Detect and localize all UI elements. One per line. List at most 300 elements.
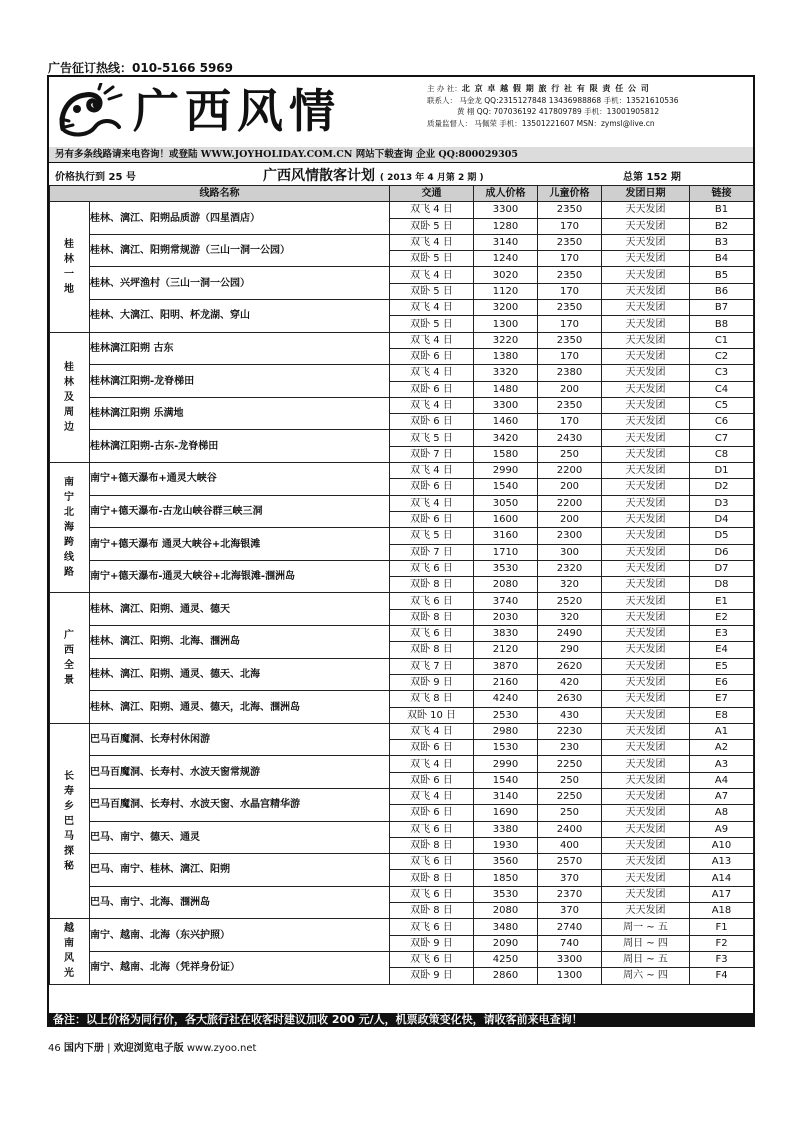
route-code-cell: B4: [690, 251, 754, 267]
transport-cell: 双飞 4 日: [390, 723, 474, 739]
depart-date-cell: 天天发团: [602, 740, 690, 756]
adult-price-cell: 4240: [474, 691, 538, 707]
col-code: 链接: [690, 186, 754, 202]
route-code-cell: B6: [690, 283, 754, 299]
adult-price-cell: 2990: [474, 756, 538, 772]
route-name: 南宁+德天瀑布-古龙山峡谷群三峡三洞: [90, 495, 390, 528]
route-code-cell: A10: [690, 837, 754, 853]
route-code-cell: B5: [690, 267, 754, 283]
child-price-cell: 200: [538, 511, 602, 527]
child-price-cell: 2350: [538, 332, 602, 348]
footer-slogan: 欢迎浏览电子版: [113, 1043, 184, 1054]
child-price-cell: 2380: [538, 365, 602, 381]
table-row: [50, 593, 754, 609]
adult-price-cell: 3320: [474, 365, 538, 381]
transport-cell: 双卧 8 日: [390, 903, 474, 919]
route-code-cell: F2: [690, 935, 754, 951]
sponsor-contact-2: 黄 栩 QQ: 707036192 417809789 手机：13001905812: [457, 107, 660, 116]
adult-price-cell: 3220: [474, 332, 538, 348]
sponsor-org: 北 京 卓 越 假 期 旅 行 社 有 限 责 任 公 司: [461, 84, 650, 93]
adult-price-cell: 1300: [474, 316, 538, 332]
route-code-cell: A8: [690, 805, 754, 821]
route-code-cell: A18: [690, 903, 754, 919]
table-row: [50, 886, 754, 902]
depart-date-cell: 天天发团: [602, 821, 690, 837]
table-row: [50, 332, 754, 348]
region-label: 越 南 风 光: [50, 919, 90, 984]
child-price-cell: 2620: [538, 658, 602, 674]
depart-date-cell: 天天发团: [602, 381, 690, 397]
route-name: 桂林、兴坪渔村（三山一洞一公园）: [90, 267, 390, 300]
child-price-cell: 170: [538, 283, 602, 299]
page-footer: 46 国内下册 | 欢迎浏览电子版 www.zyoo.net: [48, 1043, 257, 1054]
transport-cell: 双卧 8 日: [390, 609, 474, 625]
adult-price-cell: 1240: [474, 251, 538, 267]
child-price-cell: 320: [538, 609, 602, 625]
header: [49, 77, 753, 148]
depart-date-cell: 天天发团: [602, 316, 690, 332]
transport-cell: 双飞 5 日: [390, 430, 474, 446]
transport-cell: 双飞 4 日: [390, 365, 474, 381]
sponsor-info: [427, 83, 747, 129]
child-price-cell: 170: [538, 414, 602, 430]
depart-date-cell: 周日 ~ 四: [602, 935, 690, 951]
transport-cell: 双卧 5 日: [390, 316, 474, 332]
transport-cell: 双卧 5 日: [390, 283, 474, 299]
adult-price-cell: 3530: [474, 886, 538, 902]
adult-price-cell: 1850: [474, 870, 538, 886]
transport-cell: 双飞 6 日: [390, 951, 474, 967]
col-child-price: 儿童价格: [538, 186, 602, 202]
adult-price-cell: 3530: [474, 560, 538, 576]
col-adult-price: 成人价格: [474, 186, 538, 202]
adult-price-cell: 3380: [474, 821, 538, 837]
child-price-cell: 170: [538, 251, 602, 267]
adult-price-cell: 4250: [474, 951, 538, 967]
route-code-cell: C5: [690, 397, 754, 413]
adult-price-cell: 1460: [474, 414, 538, 430]
route-code-cell: B2: [690, 218, 754, 234]
route-code-cell: D3: [690, 495, 754, 511]
depart-date-cell: 天天发团: [602, 626, 690, 642]
route-code-cell: F1: [690, 919, 754, 935]
adult-price-cell: 3200: [474, 300, 538, 316]
sponsor-org-label: 主 办 社：: [427, 84, 462, 93]
page-title: 广西风情: [133, 84, 341, 138]
route-code-cell: A17: [690, 886, 754, 902]
child-price-cell: 2230: [538, 723, 602, 739]
adult-price-cell: 1480: [474, 381, 538, 397]
depart-date-cell: 天天发团: [602, 854, 690, 870]
transport-cell: 双卧 5 日: [390, 251, 474, 267]
transport-cell: 双飞 6 日: [390, 560, 474, 576]
transport-cell: 双飞 4 日: [390, 267, 474, 283]
transport-cell: 双飞 4 日: [390, 463, 474, 479]
adult-price-cell: 1120: [474, 283, 538, 299]
child-price-cell: 2350: [538, 202, 602, 218]
route-name: 桂林漓江阳朔 乐满地: [90, 397, 390, 430]
child-price-cell: 230: [538, 740, 602, 756]
table-row: [50, 202, 754, 218]
child-price-cell: 320: [538, 577, 602, 593]
route-code-cell: C4: [690, 381, 754, 397]
route-name: 桂林漓江阳朔-古东-龙脊梯田: [90, 430, 390, 463]
depart-date-cell: 天天发团: [602, 903, 690, 919]
transport-cell: 双卧 9 日: [390, 968, 474, 984]
child-price-cell: 370: [538, 903, 602, 919]
route-name: 南宁+德天瀑布 通灵大峡谷+北海银滩: [90, 528, 390, 561]
adult-price-cell: 2120: [474, 642, 538, 658]
child-price-cell: 2350: [538, 234, 602, 250]
route-name: 桂林、漓江、阳朔、通灵、德天: [90, 593, 390, 626]
plan-title: [263, 165, 484, 185]
table-row: [50, 495, 754, 511]
transport-cell: 双飞 4 日: [390, 234, 474, 250]
adult-price-cell: 3420: [474, 430, 538, 446]
route-code-cell: E1: [690, 593, 754, 609]
transport-cell: 双飞 6 日: [390, 886, 474, 902]
child-price-cell: 2350: [538, 267, 602, 283]
route-code-cell: C2: [690, 348, 754, 364]
transport-cell: 双飞 4 日: [390, 788, 474, 804]
adult-price-cell: 2080: [474, 577, 538, 593]
transport-cell: 双飞 5 日: [390, 528, 474, 544]
depart-date-cell: 天天发团: [602, 756, 690, 772]
child-price-cell: 3300: [538, 951, 602, 967]
transport-cell: 双卧 7 日: [390, 446, 474, 462]
adult-price-cell: 3020: [474, 267, 538, 283]
route-name: 桂林、漓江、阳朔常规游（三山一洞一公园）: [90, 234, 390, 267]
child-price-cell: 2430: [538, 430, 602, 446]
route-code-cell: D5: [690, 528, 754, 544]
footer-remark: 备注：以上价格为同行价，各大旅行社在收客时建议加收 200 元/人，机票政策变化快，请收客前来电查询！: [49, 1013, 753, 1027]
adult-price-cell: 1690: [474, 805, 538, 821]
route-code-cell: A14: [690, 870, 754, 886]
child-price-cell: 2250: [538, 788, 602, 804]
route-code-cell: C1: [690, 332, 754, 348]
route-code-cell: C3: [690, 365, 754, 381]
table-row: [50, 267, 754, 283]
depart-date-cell: 天天发团: [602, 348, 690, 364]
depart-date-cell: 天天发团: [602, 642, 690, 658]
route-code-cell: E4: [690, 642, 754, 658]
depart-date-cell: 天天发团: [602, 577, 690, 593]
table-row: [50, 430, 754, 446]
adult-price-cell: 2080: [474, 903, 538, 919]
depart-date-cell: 天天发团: [602, 267, 690, 283]
region-label: 广 西 全 景: [50, 593, 90, 723]
adult-price-cell: 3830: [474, 626, 538, 642]
route-code-cell: A3: [690, 756, 754, 772]
table-header-row: [50, 186, 754, 202]
route-name: 南宁+德天瀑布-通灵大峡谷+北海银滩-涠洲岛: [90, 560, 390, 593]
depart-date-cell: 周六 ~ 四: [602, 968, 690, 984]
table-row: [50, 854, 754, 870]
table-row: [50, 756, 754, 772]
plan-subtitle: ( 2013 年 4 月第 2 期 ): [379, 173, 484, 183]
table-row: [50, 528, 754, 544]
region-label: 长 寿 乡 巴 马 探 秘: [50, 723, 90, 919]
ad-hotline: 广告征订热线：010-5166 5969: [48, 61, 234, 75]
child-price-cell: 170: [538, 316, 602, 332]
adult-price-cell: 3140: [474, 788, 538, 804]
route-code-cell: A4: [690, 772, 754, 788]
route-code-cell: D7: [690, 560, 754, 576]
transport-cell: 双飞 4 日: [390, 202, 474, 218]
child-price-cell: 170: [538, 348, 602, 364]
depart-date-cell: 天天发团: [602, 837, 690, 853]
route-name: 巴马百魔洞、长寿村、水波天窗、水晶宫精华游: [90, 788, 390, 821]
child-price-cell: 250: [538, 772, 602, 788]
depart-date-cell: 天天发团: [602, 707, 690, 723]
transport-cell: 双飞 8 日: [390, 691, 474, 707]
child-price-cell: 2320: [538, 560, 602, 576]
child-price-cell: 370: [538, 870, 602, 886]
depart-date-cell: 天天发团: [602, 674, 690, 690]
route-name: 南宁+德天瀑布+通灵大峡谷: [90, 463, 390, 496]
depart-date-cell: 天天发团: [602, 218, 690, 234]
adult-price-cell: 2160: [474, 674, 538, 690]
plan-infobar: [49, 164, 753, 184]
depart-date-cell: 天天发团: [602, 658, 690, 674]
transport-cell: 双卧 6 日: [390, 381, 474, 397]
col-depart-date: 发团日期: [602, 186, 690, 202]
depart-date-cell: 天天发团: [602, 528, 690, 544]
page-number: 46: [48, 1043, 61, 1054]
child-price-cell: 170: [538, 218, 602, 234]
adult-price-cell: 1540: [474, 479, 538, 495]
route-name: 巴马百魔洞、长寿村休闲游: [90, 723, 390, 756]
depart-date-cell: 天天发团: [602, 691, 690, 707]
table-row: [50, 397, 754, 413]
adult-price-cell: 3160: [474, 528, 538, 544]
depart-date-cell: 天天发团: [602, 479, 690, 495]
child-price-cell: 2350: [538, 300, 602, 316]
dragon-logo-icon: [55, 83, 125, 141]
transport-cell: 双卧 6 日: [390, 414, 474, 430]
child-price-cell: 2630: [538, 691, 602, 707]
route-name: 桂林漓江阳朔-龙脊梯田: [90, 365, 390, 398]
depart-date-cell: 天天发团: [602, 251, 690, 267]
route-code-cell: C7: [690, 430, 754, 446]
route-name: 桂林、漓江、阳朔品质游（四星酒店）: [90, 202, 390, 235]
route-code-cell: F4: [690, 968, 754, 984]
child-price-cell: 400: [538, 837, 602, 853]
table-row: [50, 723, 754, 739]
route-code-cell: E2: [690, 609, 754, 625]
region-label: 桂 林 及 周 边: [50, 332, 90, 462]
table-row: [50, 234, 754, 250]
route-code-cell: E3: [690, 626, 754, 642]
child-price-cell: 2520: [538, 593, 602, 609]
depart-date-cell: 天天发团: [602, 886, 690, 902]
route-name: 桂林、漓江、阳朔、北海、涠洲岛: [90, 626, 390, 659]
route-code-cell: C6: [690, 414, 754, 430]
section-name: 国内下册: [63, 1043, 104, 1054]
depart-date-cell: 天天发团: [602, 593, 690, 609]
transport-cell: 双卧 5 日: [390, 218, 474, 234]
route-name: 南宁、越南、北海（东兴护照）: [90, 919, 390, 952]
region-label: 南 宁 北 海 跨 线 路: [50, 463, 90, 593]
route-code-cell: B8: [690, 316, 754, 332]
route-name: 巴马百魔洞、长寿村、水波天窗常规游: [90, 756, 390, 789]
route-code-cell: F3: [690, 951, 754, 967]
adult-price-cell: 2090: [474, 935, 538, 951]
route-code-cell: E6: [690, 674, 754, 690]
transport-cell: 双飞 7 日: [390, 658, 474, 674]
depart-date-cell: 天天发团: [602, 202, 690, 218]
route-name: 巴马、南宁、桂林、漓江、阳朔: [90, 854, 390, 887]
table-row: [50, 919, 754, 935]
transport-cell: 双飞 6 日: [390, 854, 474, 870]
depart-date-cell: 天天发团: [602, 788, 690, 804]
table-row: [50, 626, 754, 642]
depart-date-cell: 天天发团: [602, 397, 690, 413]
child-price-cell: 2400: [538, 821, 602, 837]
transport-cell: 双飞 6 日: [390, 626, 474, 642]
transport-cell: 双飞 4 日: [390, 397, 474, 413]
adult-price-cell: 3300: [474, 397, 538, 413]
transport-cell: 双卧 9 日: [390, 674, 474, 690]
transport-cell: 双卧 6 日: [390, 805, 474, 821]
adult-price-cell: 2990: [474, 463, 538, 479]
depart-date-cell: 天天发团: [602, 430, 690, 446]
route-code-cell: B3: [690, 234, 754, 250]
transport-cell: 双卧 8 日: [390, 837, 474, 853]
adult-price-cell: 1600: [474, 511, 538, 527]
transport-cell: 双飞 4 日: [390, 300, 474, 316]
sponsor-supervisor: 质量监督人： 马佩荣 手机：13501221607 MSN：zymsl@live.cn: [427, 118, 655, 128]
child-price-cell: 200: [538, 479, 602, 495]
child-price-cell: 430: [538, 707, 602, 723]
adult-price-cell: 1580: [474, 446, 538, 462]
route-code-cell: B7: [690, 300, 754, 316]
depart-date-cell: 周日 ~ 五: [602, 951, 690, 967]
transport-cell: 双卧 8 日: [390, 870, 474, 886]
child-price-cell: 1300: [538, 968, 602, 984]
route-name: 桂林、漓江、阳朔、通灵、德天，北海、涠洲岛: [90, 691, 390, 724]
adult-price-cell: 1280: [474, 218, 538, 234]
table-row: [50, 365, 754, 381]
adult-price-cell: 3050: [474, 495, 538, 511]
adult-price-cell: 3480: [474, 919, 538, 935]
depart-date-cell: 天天发团: [602, 446, 690, 462]
child-price-cell: 2200: [538, 463, 602, 479]
route-name: 南宁、越南、北海（凭祥身份证）: [90, 951, 390, 984]
child-price-cell: 200: [538, 381, 602, 397]
route-code-cell: A13: [690, 854, 754, 870]
child-price-cell: 2370: [538, 886, 602, 902]
child-price-cell: 300: [538, 544, 602, 560]
route-code-cell: A1: [690, 723, 754, 739]
adult-price-cell: 1530: [474, 740, 538, 756]
table-body: [50, 202, 754, 984]
transport-cell: 双飞 6 日: [390, 821, 474, 837]
route-code-cell: A2: [690, 740, 754, 756]
route-code-cell: D4: [690, 511, 754, 527]
route-code-cell: D1: [690, 463, 754, 479]
tour-schedule-table: [49, 185, 754, 985]
depart-date-cell: 天天发团: [602, 511, 690, 527]
transport-cell: 双飞 4 日: [390, 756, 474, 772]
child-price-cell: 2250: [538, 756, 602, 772]
table-row: [50, 463, 754, 479]
depart-date-cell: 天天发团: [602, 332, 690, 348]
route-code-cell: D8: [690, 577, 754, 593]
depart-date-cell: 天天发团: [602, 560, 690, 576]
child-price-cell: 250: [538, 446, 602, 462]
table-row: [50, 658, 754, 674]
adult-price-cell: 1710: [474, 544, 538, 560]
child-price-cell: 2300: [538, 528, 602, 544]
price-valid: 价格执行到 25 号: [55, 172, 136, 183]
table-row: [50, 691, 754, 707]
route-name: 巴马、南宁、德天、通灵: [90, 821, 390, 854]
route-code-cell: E7: [690, 691, 754, 707]
child-price-cell: 2350: [538, 397, 602, 413]
table-row: [50, 300, 754, 316]
child-price-cell: 420: [538, 674, 602, 690]
route-code-cell: D6: [690, 544, 754, 560]
table-row: [50, 821, 754, 837]
transport-cell: 双飞 6 日: [390, 919, 474, 935]
transport-cell: 双飞 6 日: [390, 593, 474, 609]
depart-date-cell: 天天发团: [602, 772, 690, 788]
contact-banner: 另有多条线路请来电咨询！或登陆 WWW.JOYHOLIDAY.COM.CN 网站下载查询 企业 QQ:800029305: [49, 147, 753, 163]
route-code-cell: D2: [690, 479, 754, 495]
region-label: 桂 林 一 地: [50, 202, 90, 332]
depart-date-cell: 天天发团: [602, 870, 690, 886]
route-code-cell: B1: [690, 202, 754, 218]
route-name: 桂林、漓江、阳朔、通灵、德天、北海: [90, 658, 390, 691]
table-row: [50, 788, 754, 804]
child-price-cell: 250: [538, 805, 602, 821]
route-code-cell: E8: [690, 707, 754, 723]
depart-date-cell: 天天发团: [602, 544, 690, 560]
footer-site: www.zyoo.net: [186, 1043, 257, 1054]
child-price-cell: 2490: [538, 626, 602, 642]
transport-cell: 双卧 7 日: [390, 544, 474, 560]
depart-date-cell: 天天发团: [602, 463, 690, 479]
child-price-cell: 740: [538, 935, 602, 951]
depart-date-cell: 天天发团: [602, 365, 690, 381]
route-code-cell: A7: [690, 788, 754, 804]
route-name: 桂林漓江阳朔 古东: [90, 332, 390, 365]
adult-price-cell: 3740: [474, 593, 538, 609]
depart-date-cell: 周一 ~ 五: [602, 919, 690, 935]
transport-cell: 双卧 6 日: [390, 348, 474, 364]
sponsor-contact-1: 联系人： 马金龙 QQ:2315127848 13436988868 手机：13521610536: [427, 95, 679, 105]
depart-date-cell: 天天发团: [602, 805, 690, 821]
table-row: [50, 560, 754, 576]
route-code-cell: A9: [690, 821, 754, 837]
col-transport: 交通: [390, 186, 474, 202]
table-row: [50, 951, 754, 967]
adult-price-cell: 3560: [474, 854, 538, 870]
depart-date-cell: 天天发团: [602, 609, 690, 625]
adult-price-cell: 1540: [474, 772, 538, 788]
adult-price-cell: 3300: [474, 202, 538, 218]
transport-cell: 双卧 6 日: [390, 511, 474, 527]
transport-cell: 双卧 6 日: [390, 772, 474, 788]
depart-date-cell: 天天发团: [602, 300, 690, 316]
transport-cell: 双卧 6 日: [390, 479, 474, 495]
schedule-sheet: [47, 75, 755, 1027]
transport-cell: 双卧 8 日: [390, 642, 474, 658]
route-code-cell: C8: [690, 446, 754, 462]
adult-price-cell: 2860: [474, 968, 538, 984]
adult-price-cell: 1930: [474, 837, 538, 853]
